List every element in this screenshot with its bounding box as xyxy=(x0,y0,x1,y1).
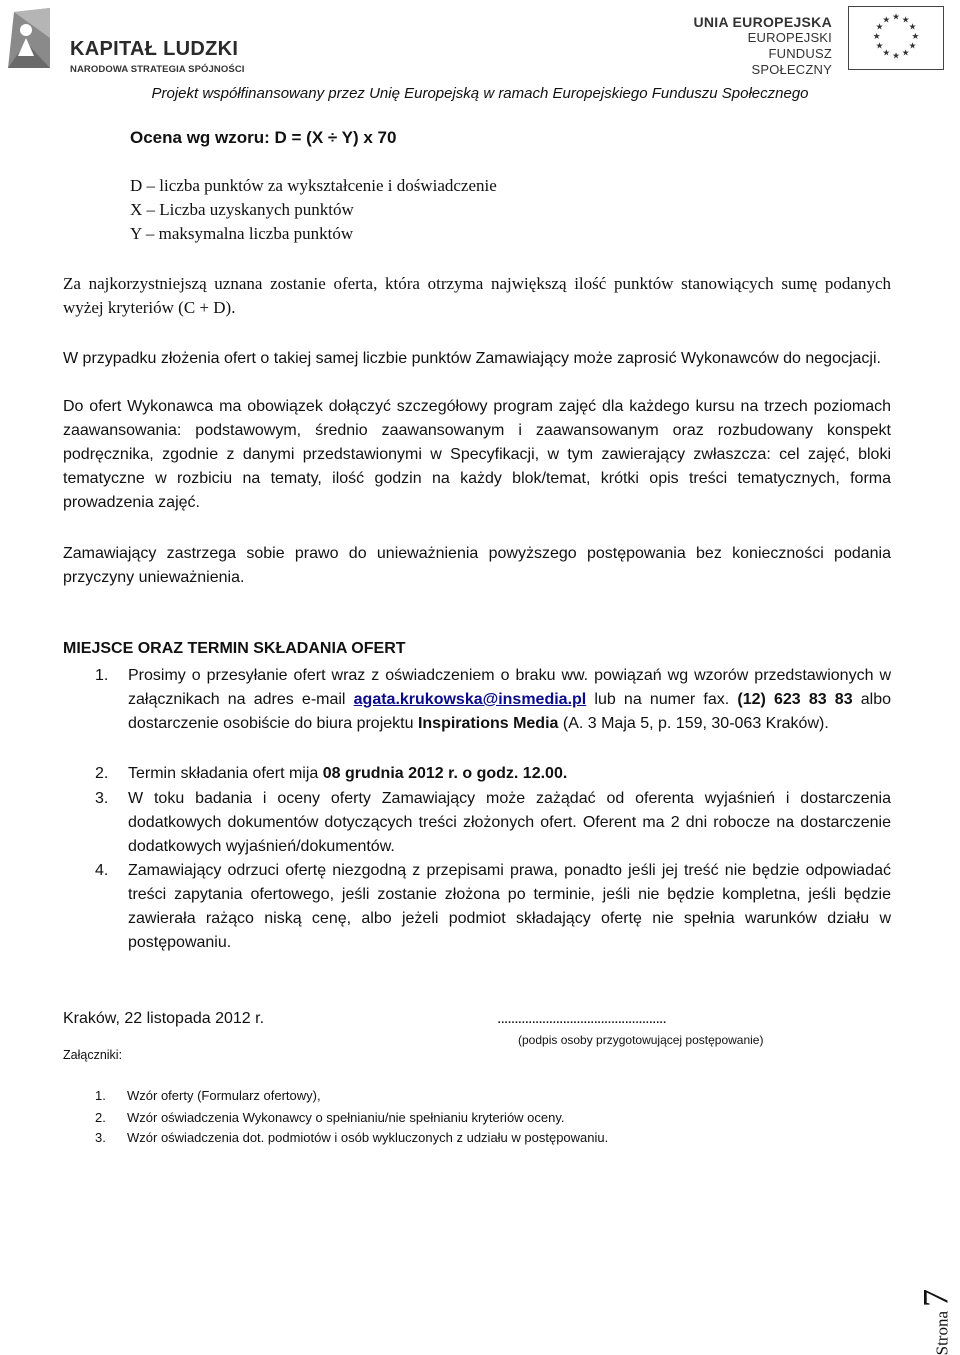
page-label: Strona xyxy=(932,1311,951,1355)
section-title: MIEJSCE ORAZ TERMIN SKŁADANIA OFERT xyxy=(63,640,406,657)
attachments-label: Załączniki: xyxy=(63,1048,123,1062)
attachment-item: 1. Wzór oferty (Formularz ofertowy), xyxy=(95,1088,321,1103)
formula-definition-y: Y – maksymalna liczba punktów xyxy=(130,224,354,243)
svg-text:★: ★ xyxy=(901,48,910,59)
list-item-text: Termin składania ofert mija 08 grudnia 2012 r. o godz. 12.00. xyxy=(128,765,568,782)
list-item-number: 3. xyxy=(95,790,109,807)
paragraph-cancel: Zamawiający zastrzega sobie prawo do unieważnienia powyższego postępowania bez konieczności podania przyczyny unieważnienia. xyxy=(63,545,891,586)
svg-text:★: ★ xyxy=(872,31,881,42)
svg-text:★: ★ xyxy=(875,22,884,33)
kapital-ludzki-emblem-icon xyxy=(4,8,54,70)
formula-heading: Ocena wg wzoru: D = (X ÷ Y) x 70 xyxy=(130,128,397,147)
eu-logo-line3: FUNDUSZ SPOŁECZNY xyxy=(751,46,832,77)
place-and-date: Kraków, 22 listopada 2012 r. xyxy=(63,1010,265,1027)
page-digit: 7 xyxy=(915,1289,955,1307)
formula-definition-x: X – Liczba uzyskanych punktów xyxy=(130,200,354,219)
paragraph-best-offer: Za najkorzystniejszą uznana zostanie oferta, która otrzyma największą ilość punktów stanowiących sumę podanych wyżej kryteriów (C + D). xyxy=(63,274,891,317)
logo-subtitle: NARODOWA STRATEGIA SPÓJNOŚCI xyxy=(70,64,245,75)
svg-text:★: ★ xyxy=(875,41,884,52)
eu-logo-text xyxy=(690,14,832,78)
list-item-number: 2. xyxy=(95,765,109,782)
svg-text:★: ★ xyxy=(892,51,900,62)
svg-text:★: ★ xyxy=(911,31,920,42)
list-item-text: Prosimy o przesyłanie ofert wraz z oświadczeniem o braku ww. powiązań wg wzorów przedstawionych w załącznikach na adres e-mail agata.krukowska@insmedia.pl lub na numer fax. (12) 623 83 83 albo dostarczenie osobiście do biura projektu Inspirations Media (A. 3 Maja 5, p. 159, 30-063 Kraków). xyxy=(128,667,892,732)
eu-flag-icon xyxy=(848,6,944,70)
logo-title: KAPITAŁ LUDZKI xyxy=(70,38,239,60)
attachment-item: 2. Wzór oświadczenia Wykonawcy o spełnianiu/nie spełnianiu kryteriów oceny. xyxy=(95,1110,565,1125)
fax-number: (12) 623 83 83 xyxy=(737,691,853,708)
svg-text:★: ★ xyxy=(908,22,917,33)
svg-text:★: ★ xyxy=(882,15,891,26)
list-item-text: W toku badania i oceny oferty Zamawiający może zażądać od oferenta wyjaśnień i dostarczenia dodatkowych dokumentów dotyczących treści złożonych ofert. Oferent ma 2 dni robocze na dostarczenie dodatkowych wyjaśnień/dokumentów. xyxy=(128,790,891,855)
svg-text:★: ★ xyxy=(901,15,910,26)
attachment-item: 3. Wzór oświadczenia dot. podmiotów i osób wykluczonych z udziału w postępowaniu. xyxy=(95,1130,609,1145)
eu-logo-line2: EUROPEJSKI xyxy=(747,30,832,45)
email-link[interactable]: agata.krukowska@insmedia.pl xyxy=(353,691,587,708)
list-item-text: Zamawiający odrzuci ofertę niezgodną z przepisami prawa, ponadto jeśli jej treść nie będzie odpowiadać treści zapytania ofertowego, jeśli zostanie złożona po terminie, jeśli nie będzie kompletna, jeśli będzie zawierała rażąco niską cenę, albo jeżeli podmiot składający ofertę nie spełnia warunków działu w postępowaniu. xyxy=(128,862,891,951)
organization-name: Inspirations Media xyxy=(417,715,559,732)
kapital-ludzki-logo xyxy=(4,8,264,74)
signature-note: (podpis osoby przygotowującej postępowanie) xyxy=(518,1033,764,1047)
signature-line: ................................................. xyxy=(497,1010,666,1027)
list-item-number: 1. xyxy=(95,667,109,684)
svg-text:★: ★ xyxy=(908,41,917,52)
paragraph-program: Do ofert Wykonawca ma obowiązek dołączyć szczegółowy program zajęć dla każdego kursu na trzech poziomach zaawansowania: podstawowym, średnio zaawansowanym i zaawansowanym oraz rozbudowany konspekt podręcznika, zgodnie z danymi przedstawionymi w Specyfikacji, w tym zawierający zwłaszcza: cel zajęć, bloki tematyczne w rozbiciu na tematy, ilość godzin na każdy blok/temat, krótki opis treści tematycznych, forma prowadzenia zajęć. xyxy=(63,398,891,511)
eu-logo xyxy=(690,6,948,77)
page-number xyxy=(910,1199,956,1355)
formula-definition-d: D – liczba punktów za wykształcenie i doświadczenie xyxy=(130,176,497,195)
svg-text:★: ★ xyxy=(882,48,891,59)
page-number-rotated xyxy=(914,1289,956,1355)
list-item-number: 4. xyxy=(95,862,109,879)
paragraph-tie: W przypadku złożenia ofert o takiej samej liczbie punktów Zamawiający może zaprosić Wykonawców do negocjacji. xyxy=(63,350,881,367)
eu-logo-line1: UNIA EUROPEJSKA xyxy=(693,14,832,30)
svg-text:★: ★ xyxy=(892,12,900,23)
deadline: 08 grudnia 2012 r. o godz. 12.00. xyxy=(322,765,568,782)
project-tagline: Projekt współfinansowany przez Unię Europejską w ramach Europejskiego Funduszu Społecznego xyxy=(151,85,809,102)
